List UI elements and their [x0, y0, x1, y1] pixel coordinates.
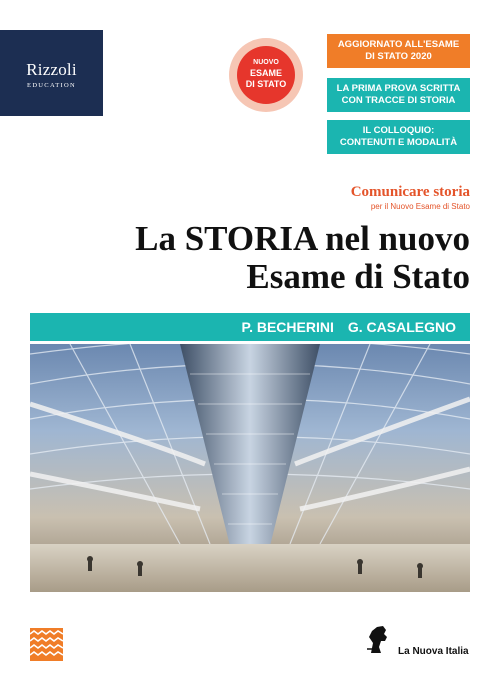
- badge-line-1: NUOVO: [253, 59, 279, 66]
- info-box-text: DI STATO 2020: [365, 51, 432, 62]
- zigzag-pattern-icon: [30, 628, 63, 661]
- series-subtitle: per il Nuovo Esame di Stato: [370, 202, 470, 211]
- imprint-horse-icon: [363, 623, 393, 655]
- info-box-colloquium: [327, 120, 470, 154]
- series-title: Comunicare storia: [350, 184, 470, 200]
- title-line-1: La STORIA nel nuovo: [135, 219, 470, 258]
- info-box-text: LA PRIMA PROVA SCRITTA: [336, 83, 461, 94]
- series-heading: [351, 184, 470, 211]
- publisher-logo: [0, 30, 103, 116]
- badge-disc: [237, 46, 295, 104]
- new-exam-badge: [229, 38, 303, 112]
- badge-line-3: DI STATO: [245, 79, 287, 89]
- author-name: P. BECHERINI: [241, 319, 334, 335]
- info-box-updated: [327, 34, 470, 68]
- cover-photo: [30, 344, 470, 592]
- title-line-2: Esame di Stato: [246, 257, 470, 296]
- info-box-first-test: [327, 78, 470, 112]
- info-box-text: AGGIORNATO ALL'ESAME: [337, 39, 460, 50]
- imprint-name: La Nuova Italia: [398, 646, 469, 657]
- authors-bar: [30, 313, 470, 341]
- dome-illustration: [30, 344, 470, 592]
- publisher-name: Rizzoli: [26, 60, 77, 79]
- badge-line-2: ESAME: [249, 68, 282, 78]
- info-box-text: CONTENUTI E MODALITÀ: [339, 137, 458, 148]
- author-name: G. CASALEGNO: [347, 319, 456, 335]
- publisher-sub: EDUCATION: [27, 82, 76, 89]
- book-title: [135, 220, 470, 296]
- info-box-text: CON TRACCE DI STORIA: [341, 95, 456, 106]
- info-box-text: IL COLLOQUIO:: [362, 125, 435, 136]
